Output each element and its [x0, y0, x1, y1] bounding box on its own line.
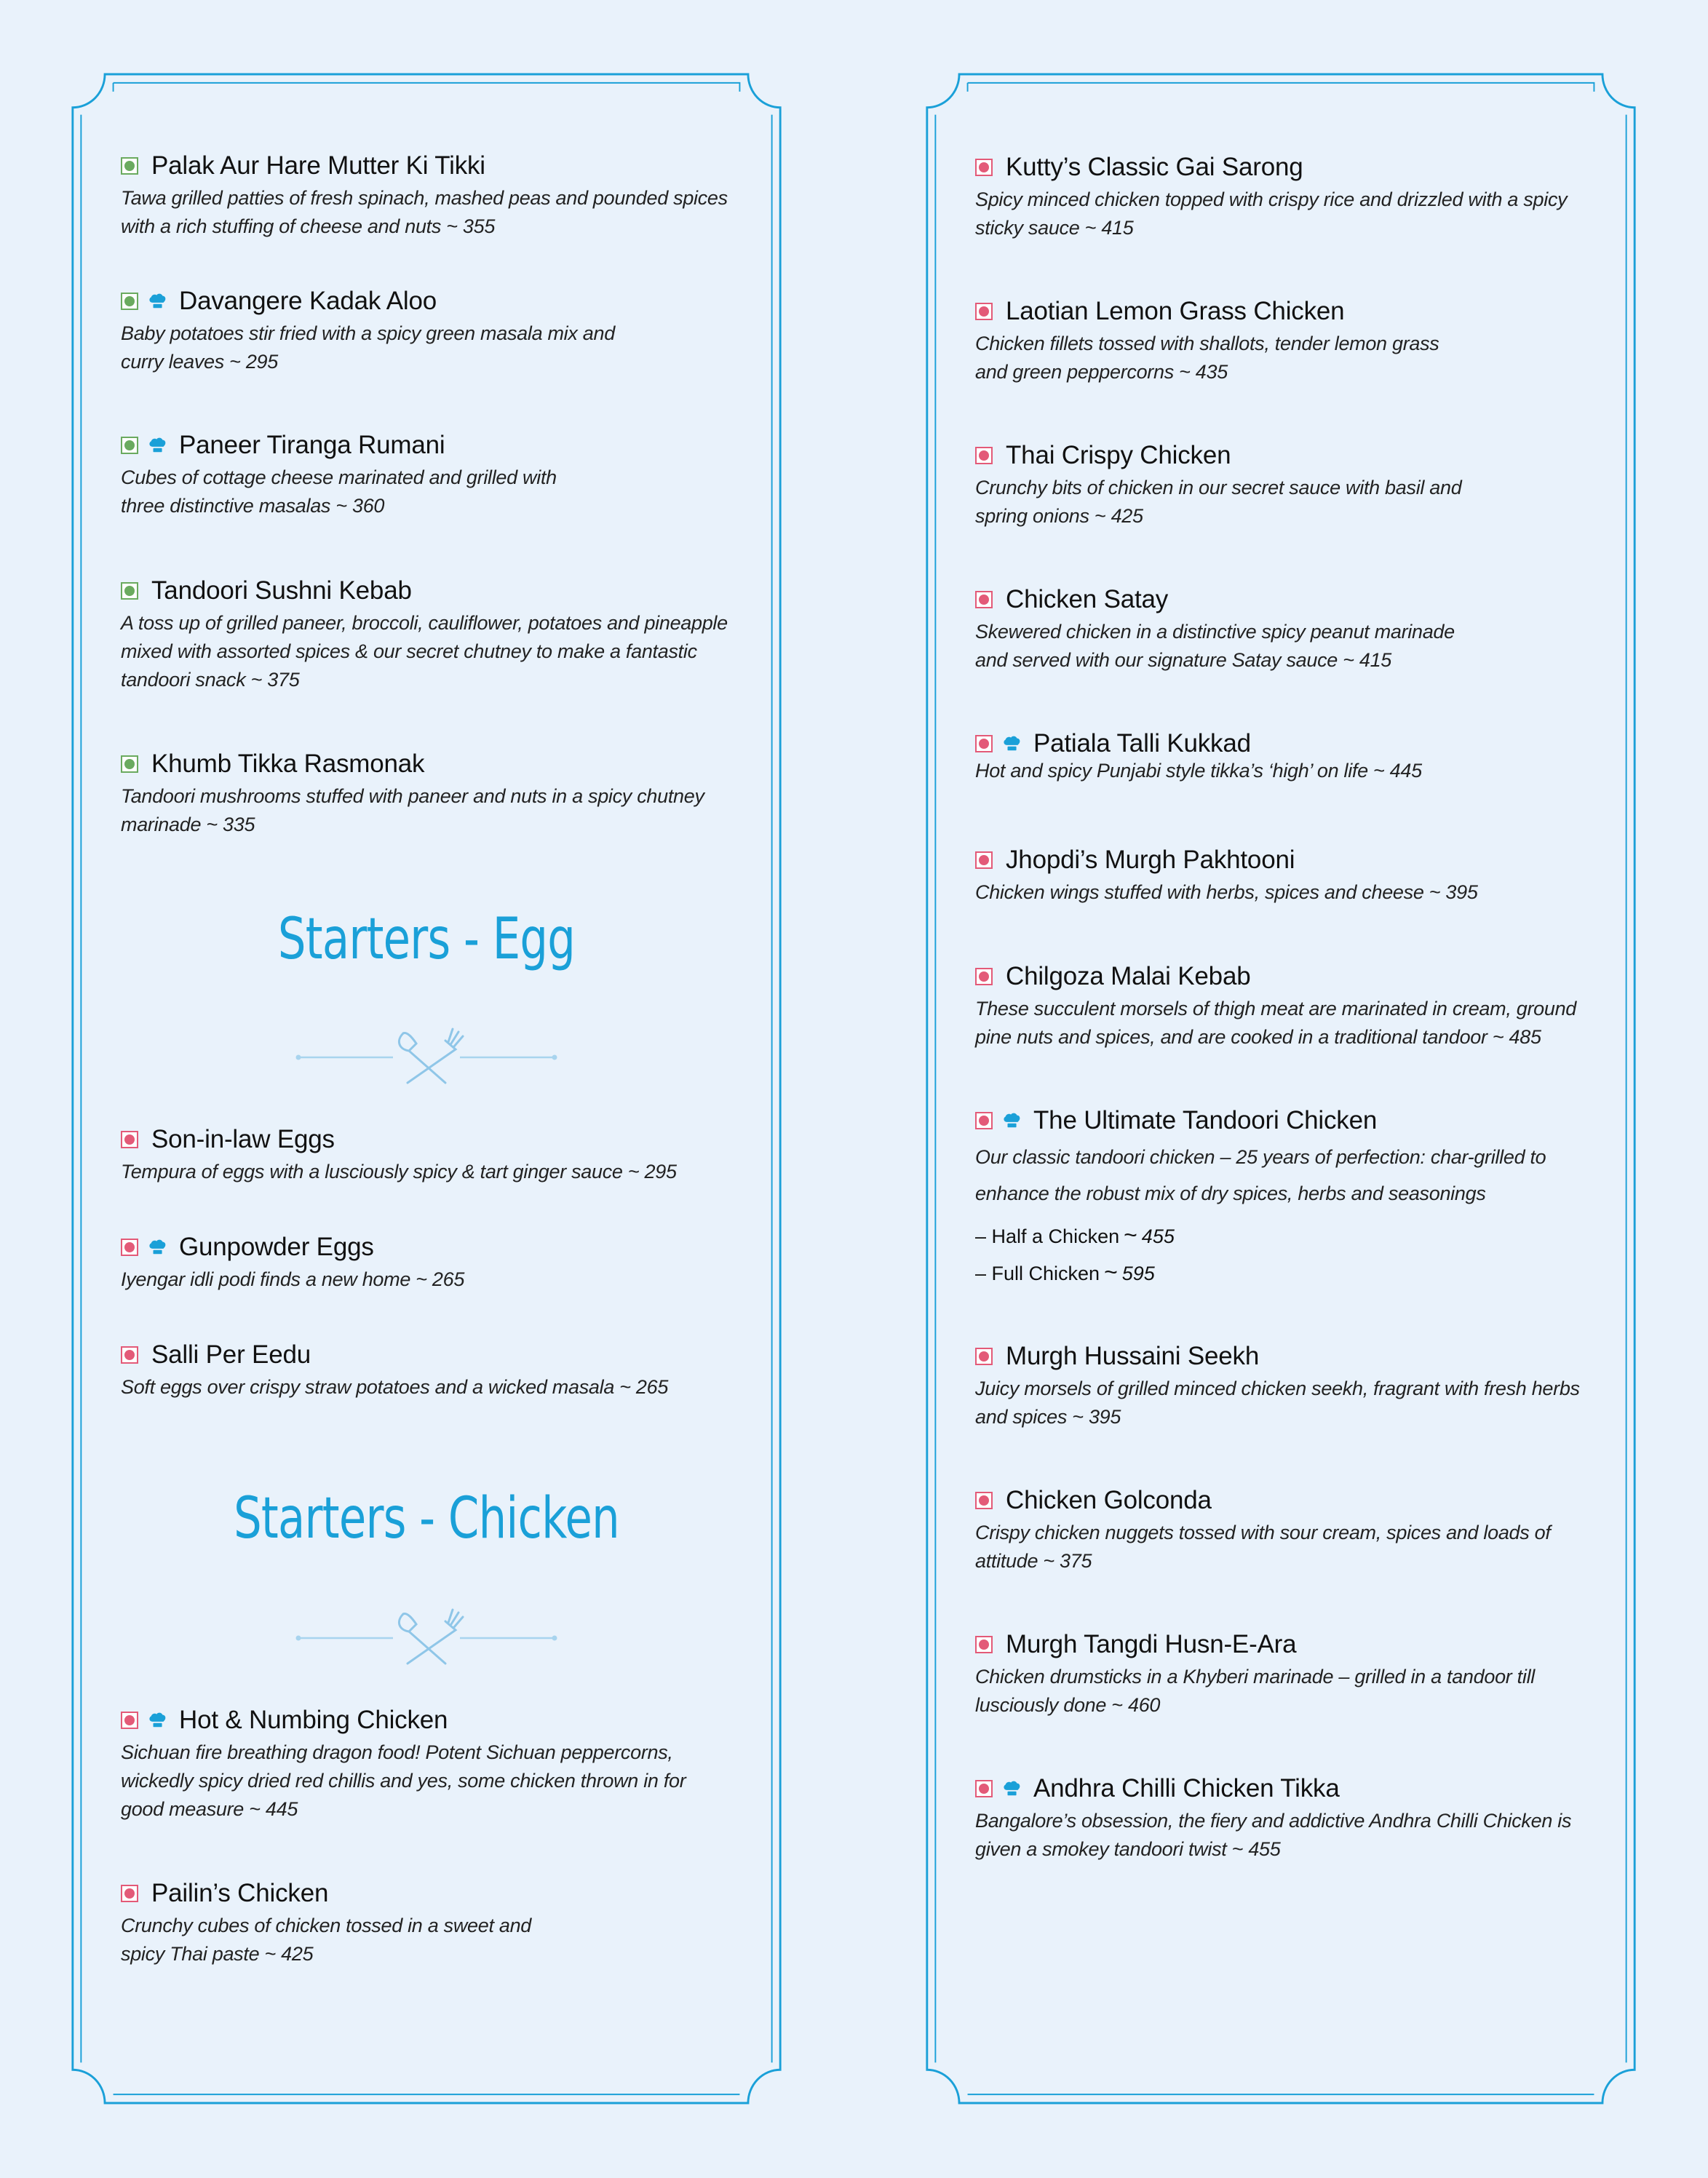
item-name: Khumb Tikka Rasmonak	[151, 750, 425, 778]
item-name: Salli Per Eedu	[151, 1340, 311, 1369]
nonveg-icon	[975, 1636, 993, 1653]
menu-item	[121, 1877, 747, 1968]
item-description: A toss up of grilled paneer, broccoli, cauliflower, potatoes and pineapple mixed with assorted spices & our secret chutney to make a fantastic tandoori snack ~ 375	[121, 612, 728, 691]
item-name: Palak Aur Hare Mutter Ki Tikki	[151, 151, 485, 180]
menu-item	[121, 748, 747, 839]
item-name: Tandoori Sushni Kebab	[151, 576, 412, 605]
item-description: Hot and spicy Punjabi style tikka’s ‘high’ on life ~ 445	[975, 760, 1422, 782]
chef-hat-icon	[1003, 1779, 1022, 1798]
item-description: Tempura of eggs with a lusciously spicy & tart ginger sauce ~ 295	[121, 1161, 677, 1183]
chef-hat-icon	[148, 436, 167, 455]
nonveg-icon	[975, 968, 993, 985]
menu-item	[975, 295, 1601, 386]
menu-item	[121, 1339, 747, 1402]
chef-hat-icon	[148, 1711, 167, 1730]
menu-panel-left	[70, 70, 783, 2107]
item-description: Chicken drumsticks in a Khyberi marinade – grilled in a tandoor till lusciously done ~ 460	[975, 1666, 1535, 1716]
item-name: Murgh Tangdi Husn-E-Ara	[1006, 1630, 1297, 1658]
veg-icon	[121, 437, 138, 454]
item-name: Kutty’s Classic Gai Sarong	[1006, 153, 1303, 181]
cutlery-divider-icon	[295, 1025, 557, 1090]
item-name: Paneer Tiranga Rumani	[179, 431, 445, 459]
menu-item	[975, 151, 1601, 242]
veg-icon	[121, 582, 138, 600]
item-name: Chicken Satay	[1006, 585, 1169, 613]
chef-hat-icon	[148, 1238, 167, 1257]
menu-item	[975, 1340, 1601, 1431]
item-description: Soft eggs over crispy straw potatoes and a wicked masala ~ 265	[121, 1376, 669, 1398]
menu-item	[121, 1704, 747, 1824]
menu-item	[975, 844, 1601, 907]
item-description: Skewered chicken in a distinctive spicy peanut marinade and served with our signature Satay sauce ~ 415	[975, 621, 1455, 671]
item-description: Spicy minced chicken topped with crispy rice and drizzled with a spicy sticky sauce ~ 415	[975, 188, 1568, 239]
chef-hat-icon	[1003, 1111, 1022, 1130]
chef-hat-icon	[1003, 734, 1022, 753]
veg-icon	[121, 157, 138, 175]
item-name: Andhra Chilli Chicken Tikka	[1033, 1774, 1340, 1803]
item-description: Iyengar idli podi finds a new home ~ 265	[121, 1268, 465, 1290]
nonveg-icon	[975, 1112, 993, 1129]
item-name: Chilgoza Malai Kebab	[1006, 962, 1251, 990]
menu-item	[975, 1629, 1601, 1720]
nonveg-icon	[121, 1712, 138, 1729]
menu-item	[121, 1231, 747, 1294]
nonveg-icon	[975, 1492, 993, 1509]
item-name: Thai Crispy Chicken	[1006, 441, 1231, 469]
section-title-chicken: Starters - Chicken	[234, 1486, 619, 1551]
menu-item	[121, 1124, 747, 1186]
nonveg-icon	[975, 1348, 993, 1365]
menu-item	[121, 150, 747, 241]
item-name: Davangere Kadak Aloo	[179, 287, 437, 315]
nonveg-icon	[121, 1131, 138, 1148]
nonveg-icon	[975, 735, 993, 752]
menu-item	[975, 1773, 1601, 1864]
nonveg-icon	[975, 303, 993, 320]
item-description: Bangalore’s obsession, the fiery and addictive Andhra Chilli Chicken is given a smokey tandoori twist ~ 455	[975, 1810, 1572, 1860]
menu-item	[975, 961, 1601, 1052]
item-description: Crispy chicken nuggets tossed with sour cream, spices and loads of attitude ~ 375	[975, 1522, 1551, 1572]
item-name: Jhopdi’s Murgh Pakhtooni	[1006, 846, 1295, 874]
menu-item	[975, 584, 1601, 675]
nonveg-icon	[975, 1780, 993, 1797]
nonveg-icon	[975, 851, 993, 869]
nonveg-icon	[121, 1239, 138, 1256]
price-variant-half: – Half a Chicken ~ 455	[975, 1222, 1175, 1248]
item-name: Gunpowder Eggs	[179, 1233, 374, 1261]
item-description: Cubes of cottage cheese marinated and grilled with three distinctive masalas ~ 360	[121, 466, 557, 517]
nonveg-icon	[121, 1885, 138, 1902]
item-description: These succulent morsels of thigh meat are marinated in cream, ground pine nuts and spices, and are cooked in a traditional tandoor ~ 485	[975, 998, 1577, 1048]
item-name: Murgh Hussaini Seekh	[1006, 1342, 1260, 1370]
item-description: Sichuan fire breathing dragon food! Potent Sichuan peppercorns, wickedly spicy dried red chillis and yes, some chicken thrown in for good measure ~ 445	[121, 1741, 686, 1820]
price-variant-full: – Full Chicken ~ 595	[975, 1259, 1155, 1285]
item-name: Pailin’s Chicken	[151, 1879, 329, 1907]
item-name: Son-in-law Eggs	[151, 1125, 335, 1153]
item-name: Patiala Talli Kukkad	[1033, 729, 1251, 758]
item-description: Baby potatoes stir fried with a spicy green masala mix and curry leaves ~ 295	[121, 322, 615, 373]
item-description: Crunchy cubes of chicken tossed in a sweet and spicy Thai paste ~ 425	[121, 1915, 532, 1965]
veg-icon	[121, 755, 138, 773]
item-description: Chicken fillets tossed with shallots, tender lemon grass and green peppercorns ~ 435	[975, 333, 1439, 383]
chef-hat-icon	[148, 292, 167, 311]
item-name: Laotian Lemon Grass Chicken	[1006, 297, 1345, 325]
menu-item	[121, 429, 747, 520]
menu-item	[121, 575, 747, 694]
menu-item	[975, 1485, 1601, 1575]
item-name: Chicken Golconda	[1006, 1486, 1212, 1514]
menu-item	[975, 440, 1601, 530]
menu-item	[975, 1105, 1601, 1286]
section-title-egg: Starters - Egg	[277, 907, 576, 972]
item-description: Crunchy bits of chicken in our secret sauce with basil and spring onions ~ 425	[975, 477, 1462, 527]
menu-panel-right	[924, 70, 1637, 2107]
nonveg-icon	[975, 159, 993, 176]
cutlery-divider-icon	[295, 1605, 557, 1671]
item-description: Tawa grilled patties of fresh spinach, mashed peas and pounded spices with a rich stuffing of cheese and nuts ~ 355	[121, 187, 728, 237]
item-description: Tandoori mushrooms stuffed with paneer and nuts in a spicy chutney marinade ~ 335	[121, 785, 704, 835]
menu-item	[121, 285, 747, 376]
item-name: The Ultimate Tandoori Chicken	[1033, 1106, 1378, 1134]
nonveg-icon	[121, 1346, 138, 1364]
nonveg-icon	[975, 591, 993, 608]
item-description: Juicy morsels of grilled minced chicken seekh, fragrant with fresh herbs and spices ~ 395	[975, 1378, 1580, 1428]
item-description: Our classic tandoori chicken – 25 years of perfection: char-grilled to enhance the robust mix of dry spices, herbs and seasonings	[975, 1146, 1546, 1204]
veg-icon	[121, 293, 138, 310]
menu-item	[975, 728, 1601, 785]
nonveg-icon	[975, 447, 993, 464]
item-description: Chicken wings stuffed with herbs, spices and cheese ~ 395	[975, 881, 1478, 903]
item-name: Hot & Numbing Chicken	[179, 1706, 448, 1734]
